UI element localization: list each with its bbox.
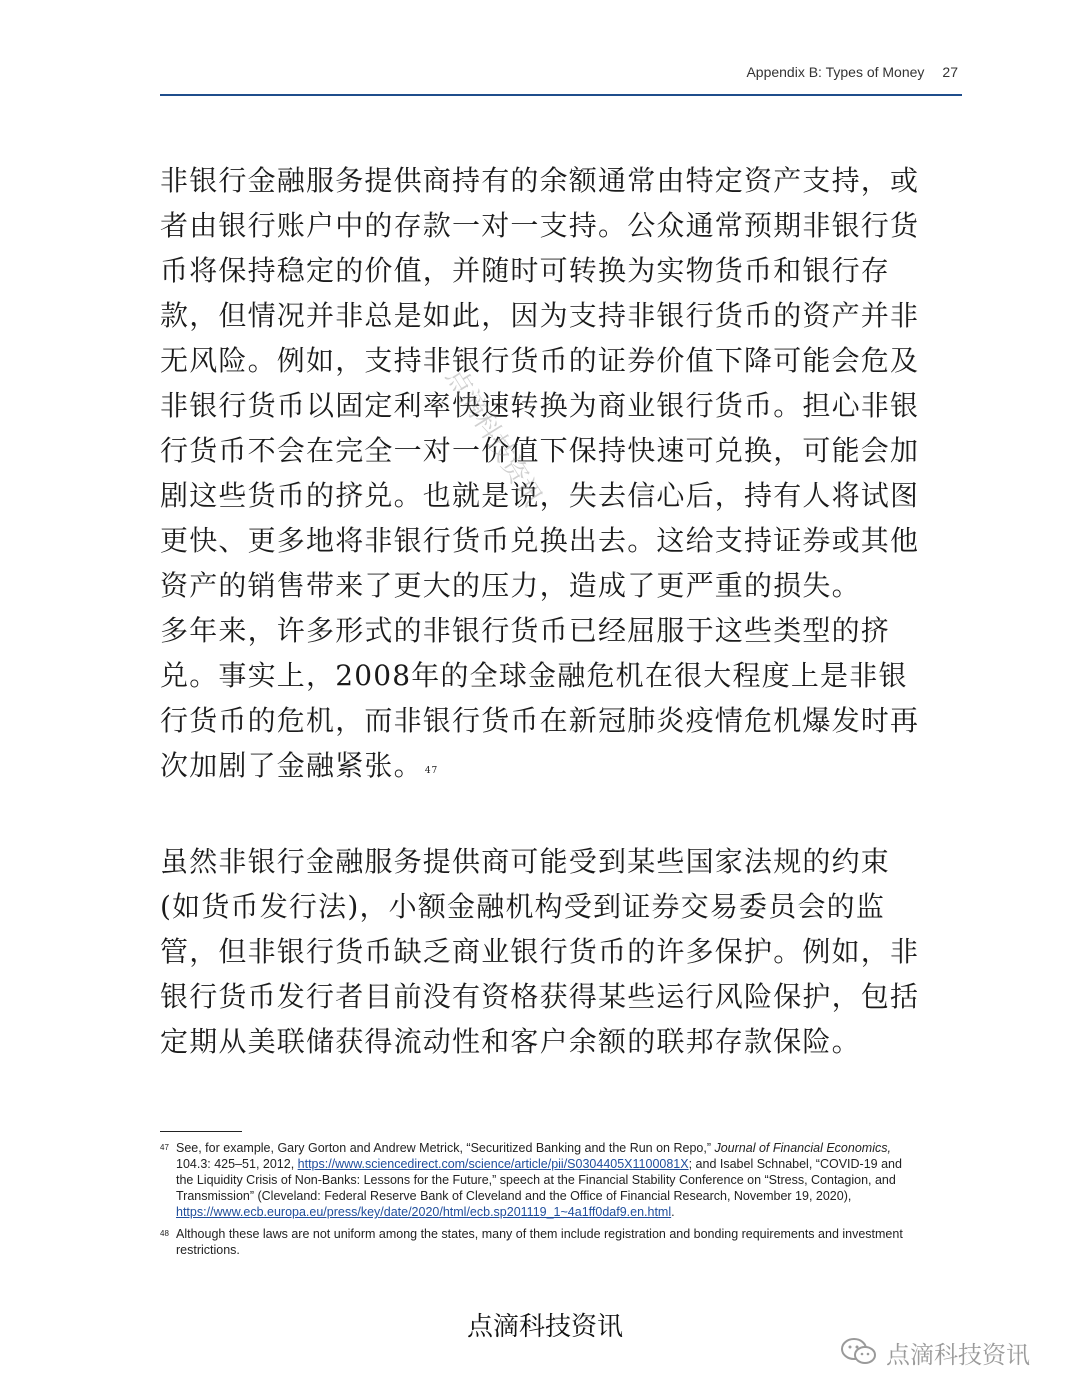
diagonal-watermark: 点滴科技资讯 [439,363,548,512]
running-header [160,64,962,96]
footnote-47 [160,1140,920,1220]
footnote-divider [160,1131,242,1132]
paragraph-text: 多年来，许多形式的非银行货币已经屈服于这些类型的挤兑。事实上，2008年的全球金融危机在很大程度上是非银行货币的危机，而非银行货币在新冠肺炎疫情危机爆发时再次加剧了金融紧张。 [160,614,920,782]
footnote-reference[interactable]: 47 [424,766,439,776]
footnote-text: ; and Isabel Schnabel, “COVID-19 and the Liquidity Crisis of Non-Banks: Lessons for the Future,” speech at the Financial Stability Conference on “Stress, Contagion, and Transmission” (Cleveland: Federal Reserve Bank of Cleveland and the Office of Financial Research, November 19, 2020), [176,1157,902,1203]
footnote-text: Although these laws are not uniform among the states, many of them include registration and bonding requirements and investment restrictions. [176,1227,903,1257]
footnote-number: 47 [160,1143,169,1152]
page-number: 27 [942,64,958,80]
paragraph: 虽然非银行金融服务提供商可能受到某些国家法规的约束(如货币发行法)，小额金融机构受到证券交易委员会的监管，但非银行货币缺乏商业银行货币的许多保护。例如，非银行货币发行者目前没有资格获得某些运行风险保护，包括定期从美联储获得流动性和客户余额的联邦存款保险。 [160,845,920,1058]
footer-title: 点滴科技资讯 [466,1312,623,1342]
paragraph: 非银行金融服务提供商持有的余额通常由特定资产支持，或者由银行账户中的存款一对一支持。公众通常预期非银行货币将保持稳定的价值，并随时可转换为实物货币和银行存款，但情况并非总是如此，因为支持非银行货币的资产并非无风险。例如，支持非银行货币的证券价值下降可能会危及非银行货币以固定利率快速转换为商业银行货币。担心非银行货币不会在完全一对一价值下保持快速可兑换，可能会加剧这些货币的挤兑。也就是说，失去信心后，持有人将试图更快、更多地将非银行货币兑换出去。这给支持证券或其他资产的销售带来了更大的压力，造成了更严重的损失。 [160,164,920,602]
running-title: Appendix B: Types of Money [746,64,925,80]
footnote-text: . [671,1205,675,1219]
sciencedirect-link[interactable]: https://www.sciencedirect.com/science/article/pii/S0304405X1100081X [297,1157,689,1171]
footnote-number: 48 [160,1229,169,1238]
wechat-icon [840,1337,878,1367]
ecb-link[interactable]: https://www.ecb.europa.eu/press/key/date/2020/html/ecb.sp201119_1~4a1ff0daf9.en.html [176,1205,672,1219]
footnote-text: 104.3: 425–51, 2012, [176,1157,298,1171]
journal-title: Journal of Financial Economics, [714,1141,891,1155]
wechat-account-name: 点滴科技资讯 [886,1340,1030,1369]
wechat-watermark [840,1334,1030,1370]
main-text [160,158,925,1064]
footnote-48 [160,1226,920,1258]
footnote-text: See, for example, Gary Gorton and Andrew Metrick, “Securitized Banking and the Run on Repo,” [176,1141,715,1155]
footnotes [160,1140,920,1264]
paragraph [160,608,925,794]
